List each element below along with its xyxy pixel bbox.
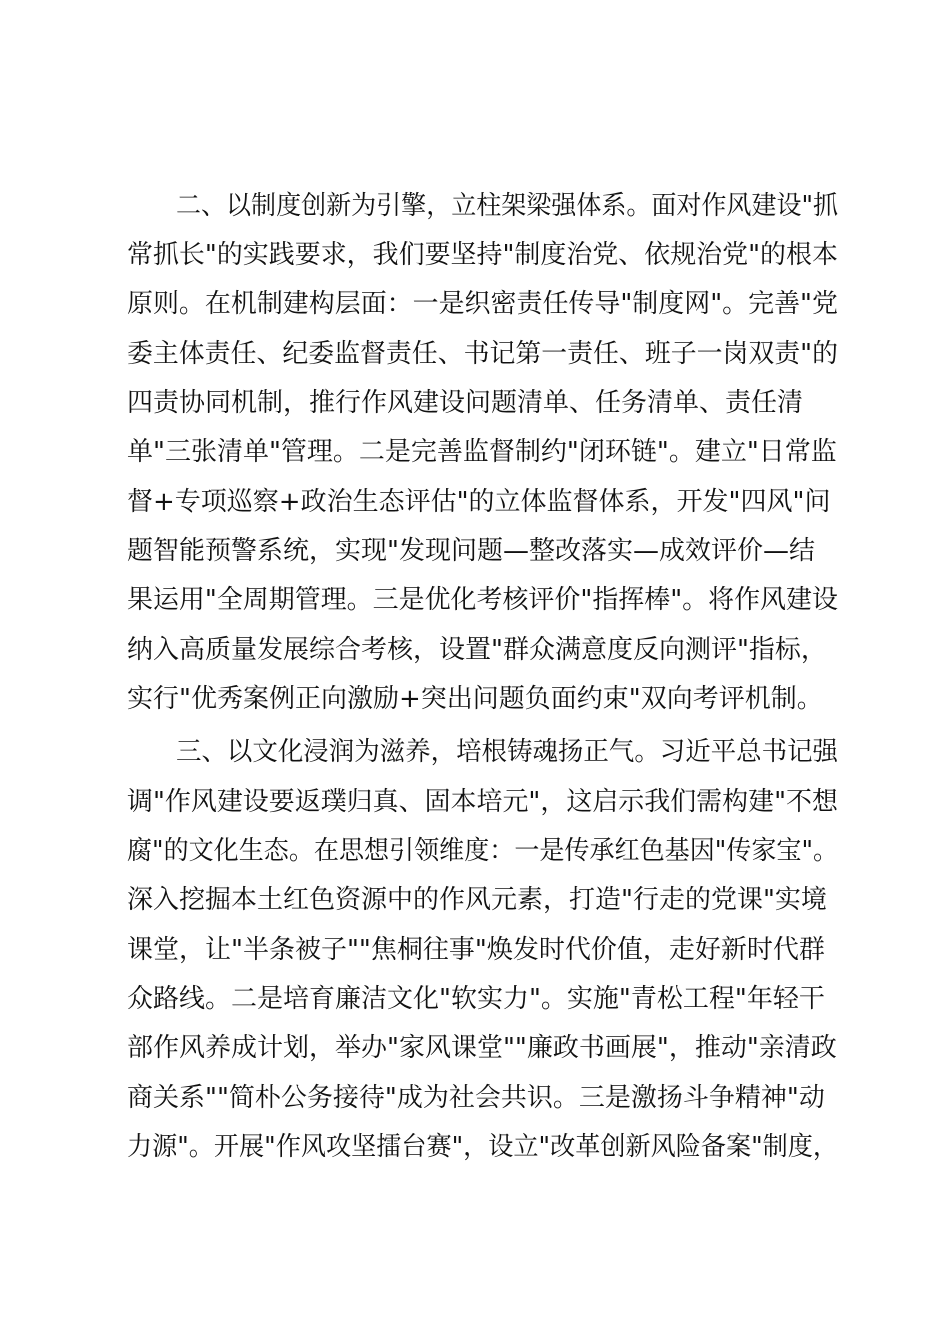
paragraph-line bbox=[0, 231, 950, 280]
paragraph-line bbox=[0, 478, 950, 527]
paragraph-line bbox=[0, 527, 950, 576]
line-text: 二、以制度创新为引擎，立柱架梁强体系。面对作风建设"抓 bbox=[176, 191, 839, 221]
line-text: 腐"的文化生态。在思想引领维度：一是传承红色基因"传家宝"。 bbox=[127, 836, 839, 866]
paragraph-line bbox=[0, 576, 950, 625]
line-text: 调"作风建设要返璞归真、固本培元"，这启示我们需构建"不想 bbox=[127, 787, 838, 817]
paragraph-line bbox=[0, 876, 950, 925]
line-text: 实行"优秀案例正向激励+突出问题负面约束"双向考评机制。 bbox=[127, 684, 823, 714]
paragraph-line bbox=[0, 827, 950, 876]
line-text: 部作风养成计划，举办"家风课堂""廉政书画展"，推动"亲清政 bbox=[127, 1033, 837, 1063]
paragraph-line bbox=[0, 1123, 950, 1172]
paragraph-line bbox=[0, 182, 950, 231]
paragraph-line bbox=[0, 330, 950, 379]
line-text: 纳入高质量发展综合考核，设置"群众满意度反向测评"指标， bbox=[127, 635, 827, 665]
line-text: 原则。在机制建构层面：一是织密责任传导"制度网"。完善"党 bbox=[127, 289, 838, 319]
line-text: 三、以文化浸润为滋养，培根铸魂扬正气。习近平总书记强 bbox=[176, 737, 839, 767]
paragraph-line bbox=[0, 379, 950, 428]
line-text: 果运用"全周期管理。三是优化考核评价"指挥棒"。将作风建设 bbox=[127, 585, 838, 615]
line-text: 委主体责任、纪委监督责任、书记第一责任、班子一岗双责"的 bbox=[127, 339, 838, 369]
paragraph-line bbox=[0, 626, 950, 675]
paragraph-line bbox=[0, 675, 950, 724]
paragraph-line bbox=[0, 428, 950, 477]
line-text: 力源"。开展"作风攻坚擂台赛"，设立"改革创新风险备案"制度， bbox=[127, 1132, 839, 1162]
line-text: 众路线。二是培育廉洁文化"软实力"。实施"青松工程"年轻干 bbox=[127, 984, 825, 1014]
line-text: 题智能预警系统，实现"发现问题—整改落实—成效评价—结 bbox=[127, 536, 815, 566]
line-text: 督+专项巡察+政治生态评估"的立体监督体系，开发"四风"问 bbox=[127, 487, 831, 517]
line-text: 深入挖掘本土红色资源中的作风元素，打造"行走的党课"实境 bbox=[127, 885, 827, 915]
paragraph-line bbox=[0, 926, 950, 975]
paragraph-line bbox=[0, 1074, 950, 1123]
paragraph-line bbox=[0, 975, 950, 1024]
line-text: 常抓长"的实践要求，我们要坚持"制度治党、依规治党"的根本 bbox=[127, 240, 838, 270]
line-text: 课堂，让"半条被子""焦桐往事"焕发时代价值，走好新时代群 bbox=[127, 935, 825, 965]
line-text: 商关系""简朴公务接待"成为社会共识。三是激扬斗争精神"动 bbox=[127, 1083, 825, 1113]
line-text: 四责协同机制，推行作风建设问题清单、任务清单、责任清 bbox=[127, 388, 804, 418]
paragraph-line bbox=[0, 728, 950, 777]
paragraph-line bbox=[0, 1024, 950, 1073]
paragraph-line bbox=[0, 778, 950, 827]
line-text: 单"三张清单"管理。二是完善监督制约"闭环链"。建立"日常监 bbox=[127, 437, 837, 467]
paragraph-line bbox=[0, 280, 950, 329]
